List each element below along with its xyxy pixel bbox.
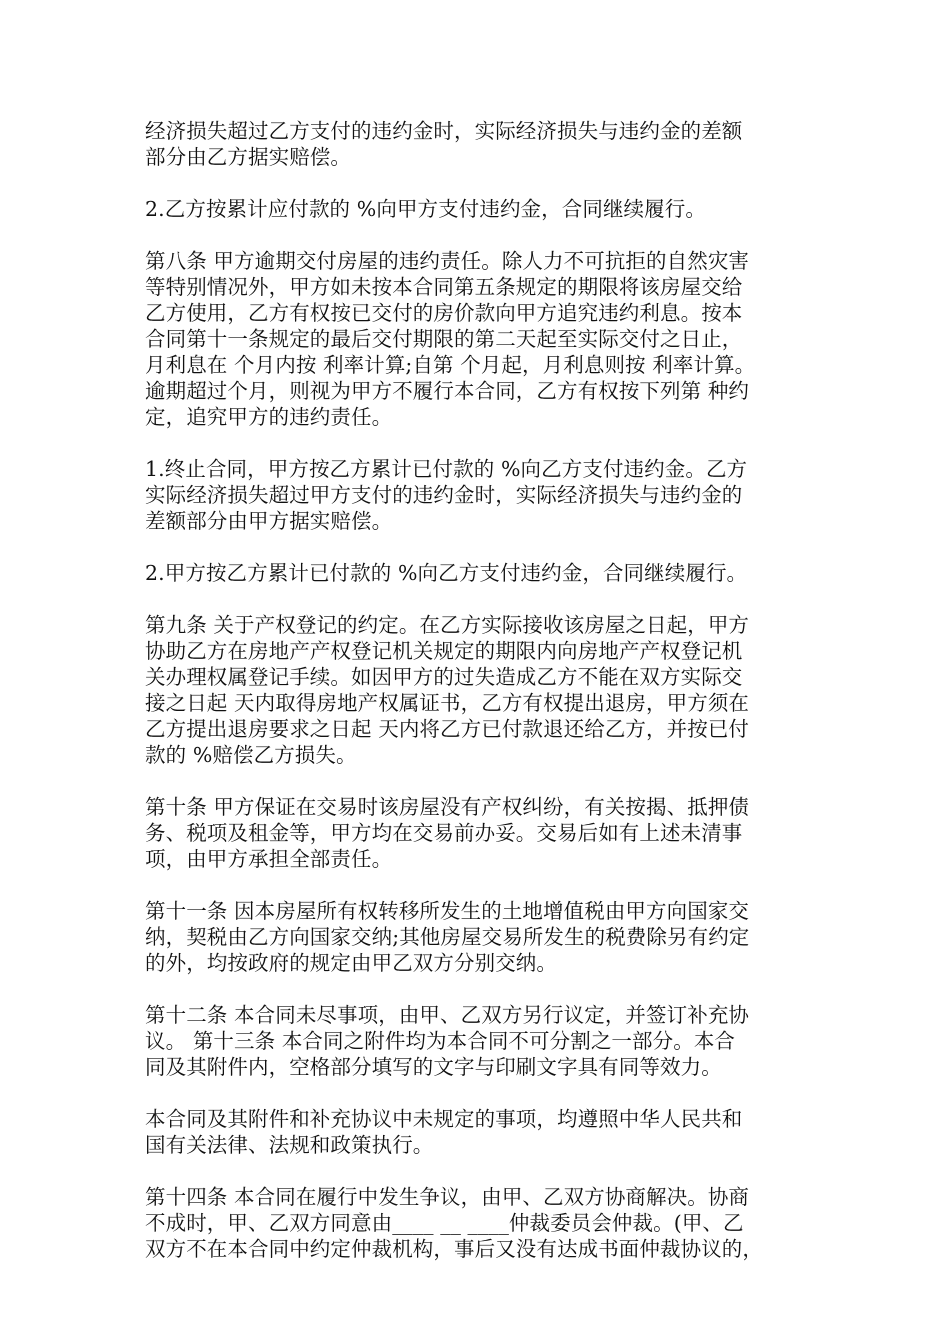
text-line: 定，追究甲方的违约责任。 bbox=[145, 405, 393, 429]
text-line: 月利息在 个月内按 利率计算;自第 个月起，月利息则按 利率计算。 bbox=[145, 353, 756, 377]
document-body bbox=[145, 118, 825, 1288]
text-line: 务、税项及租金等，甲方均在交易前办妥。交易后如有上述未清事 bbox=[145, 821, 743, 845]
paragraph bbox=[145, 1184, 825, 1262]
paragraph bbox=[145, 118, 825, 170]
text-line: 1.终止合同，甲方按乙方累计已付款的 %向乙方支付违约金。乙方 bbox=[145, 457, 748, 481]
text-line: 不成时，甲、乙双方同意由____ __ ____仲裁委员会仲裁。(甲、乙 bbox=[145, 1211, 744, 1235]
text-line: 同及其附件内，空格部分填写的文字与印刷文字具有同等效力。 bbox=[145, 1055, 722, 1079]
text-line: 项，由甲方承担全部责任。 bbox=[145, 847, 393, 871]
text-line: 本合同及其附件和补充协议中未规定的事项，均遵照中华人民共和 bbox=[145, 1107, 743, 1131]
text-line: 第十条 甲方保证在交易时该房屋没有产权纠纷，有关按揭、抵押债 bbox=[145, 795, 750, 819]
text-line: 实际经济损失超过甲方支付的违约金时，实际经济损失与违约金的 bbox=[145, 483, 743, 507]
text-line: 等特别情况外，甲方如未按本合同第五条规定的期限将该房屋交给 bbox=[145, 275, 743, 299]
paragraph bbox=[145, 560, 825, 586]
text-line: 第十一条 因本房屋所有权转移所发生的土地增值税由甲方向国家交 bbox=[145, 899, 750, 923]
text-line: 合同第十一条规定的最后交付期限的第二天起至实际交付之日止， bbox=[145, 327, 743, 351]
text-line: 的外，均按政府的规定由甲乙双方分别交纳。 bbox=[145, 951, 557, 975]
text-line: 款的 %赔偿乙方损失。 bbox=[145, 743, 357, 767]
text-line: 第十四条 本合同在履行中发生争议，由甲、乙双方协商解决。协商 bbox=[145, 1185, 750, 1209]
text-line: 乙方使用，乙方有权按已交付的房价款向甲方追究违约利息。按本 bbox=[145, 301, 743, 325]
text-line: 议。 第十三条 本合同之附件均为本合同不可分割之一部分。本合 bbox=[145, 1029, 736, 1053]
paragraph bbox=[145, 196, 825, 222]
text-line: 差额部分由甲方据实赔偿。 bbox=[145, 509, 393, 533]
text-line: 关办理权属登记手续。如因甲方的过失造成乙方不能在双方实际交 bbox=[145, 665, 743, 689]
text-line: 双方不在本合同中约定仲裁机构，事后又没有达成书面仲裁协议的， bbox=[145, 1237, 763, 1261]
paragraph bbox=[145, 456, 825, 534]
text-line: 2.甲方按乙方累计已付款的 %向乙方支付违约金，合同继续履行。 bbox=[145, 561, 748, 585]
paragraph bbox=[145, 898, 825, 976]
paragraph bbox=[145, 1106, 825, 1158]
paragraph bbox=[145, 248, 825, 430]
paragraph bbox=[145, 612, 825, 768]
text-line: 第九条 关于产权登记的约定。在乙方实际接收该房屋之日起，甲方 bbox=[145, 613, 750, 637]
text-line: 接之日起 天内取得房地产权属证书，乙方有权提出退房，甲方须在 bbox=[145, 691, 750, 715]
text-line: 部分由乙方据实赔偿。 bbox=[145, 145, 351, 169]
text-line: 2.乙方按累计应付款的 %向甲方支付违约金，合同继续履行。 bbox=[145, 197, 706, 221]
text-line: 第十二条 本合同未尽事项，由甲、乙双方另行议定，并签订补充协 bbox=[145, 1003, 750, 1027]
text-line: 经济损失超过乙方支付的违约金时，实际经济损失与违约金的差额 bbox=[145, 119, 743, 143]
paragraph bbox=[145, 794, 825, 872]
text-line: 第八条 甲方逾期交付房屋的违约责任。除人力不可抗拒的自然灾害 bbox=[145, 249, 750, 273]
text-line: 逾期超过个月，则视为甲方不履行本合同，乙方有权按下列第 种约 bbox=[145, 379, 750, 403]
text-line: 纳，契税由乙方向国家交纳;其他房屋交易所发生的税费除另有约定 bbox=[145, 925, 750, 949]
text-line: 国有关法律、法规和政策执行。 bbox=[145, 1133, 434, 1157]
text-line: 协助乙方在房地产产权登记机关规定的期限内向房地产产权登记机 bbox=[145, 639, 743, 663]
paragraph bbox=[145, 1002, 825, 1080]
text-line: 乙方提出退房要求之日起 天内将乙方已付款退还给乙方，并按已付 bbox=[145, 717, 750, 741]
